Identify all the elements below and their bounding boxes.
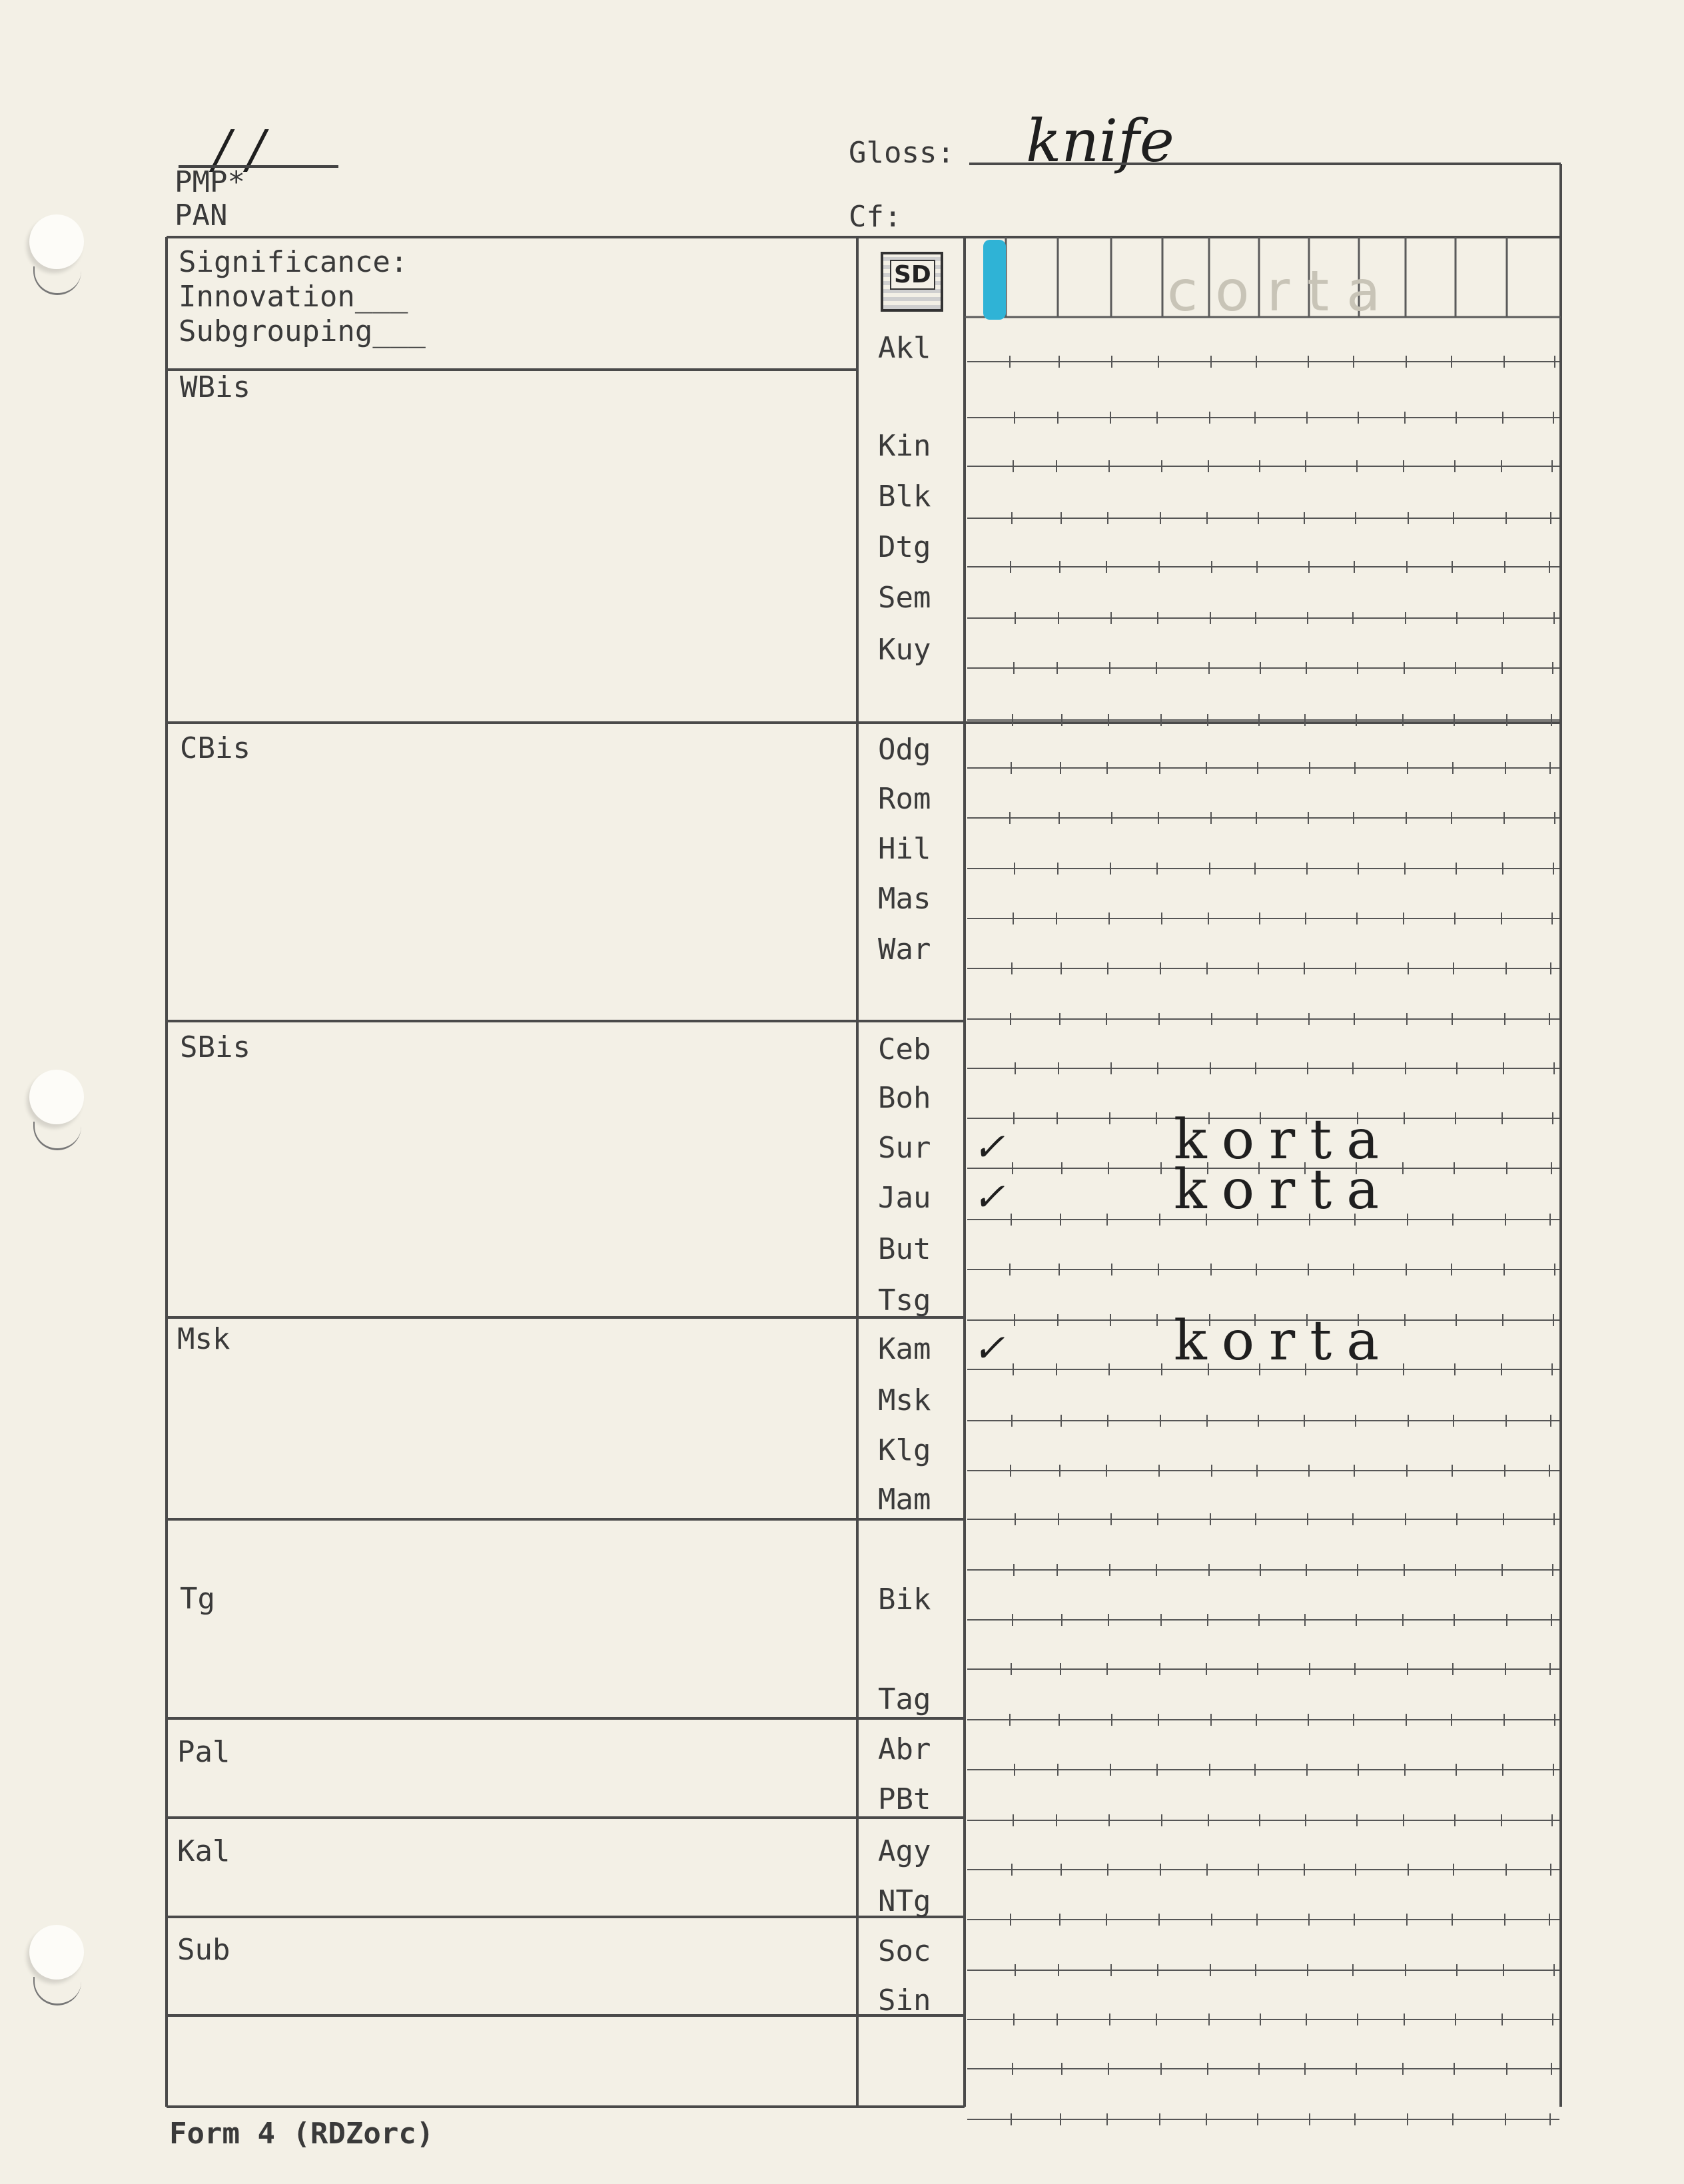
language-code-sem: Sem: [878, 581, 931, 615]
section-label-msk: Msk: [177, 1322, 230, 1356]
language-code-akl: Akl: [878, 331, 931, 365]
language-code-blk: Blk: [878, 480, 931, 514]
language-code-tsg: Tsg: [878, 1283, 931, 1317]
language-code-sin: Sin: [878, 1984, 931, 2017]
language-code-ceb: Ceb: [878, 1032, 931, 1066]
section-label-wbis: WBis: [180, 370, 250, 404]
language-code-kam: Kam: [878, 1332, 931, 1366]
language-code-pbt: PBt: [878, 1782, 931, 1816]
gloss-label: Gloss:: [849, 136, 955, 170]
check-mark-icon: ✓: [973, 1325, 1005, 1371]
reflex-form-kam: korta: [1174, 1309, 1394, 1373]
section-label-tg: Tg: [180, 1582, 215, 1616]
significance-title: Significance:: [179, 245, 408, 279]
subgrouping-field[interactable]: Subgrouping___: [179, 314, 426, 348]
check-mark-icon: ✓: [973, 1124, 1005, 1170]
language-code-mas: Mas: [878, 882, 931, 916]
form-footer: Form 4 (RDZorc): [169, 2117, 434, 2151]
language-code-dtg: Dtg: [878, 530, 931, 564]
pmp-marks: / /: [213, 120, 265, 180]
section-label-pal: Pal: [177, 1735, 230, 1769]
language-code-abr: Abr: [878, 1732, 931, 1766]
check-mark-icon: ✓: [973, 1174, 1005, 1220]
reflex-form-jau: korta: [1174, 1158, 1394, 1222]
grid-faint-word: corta: [1167, 258, 1398, 324]
language-code-hil: Hil: [878, 832, 931, 866]
language-code-soc: Soc: [878, 1934, 931, 1968]
language-code-odg: Odg: [878, 733, 931, 767]
language-code-bik: Bik: [878, 1583, 931, 1617]
section-label-sbis: SBis: [180, 1030, 250, 1064]
stamp-box: [881, 252, 943, 312]
language-code-ntg: NTg: [878, 1884, 931, 1918]
reflex-form-sur: korta: [1174, 1108, 1394, 1172]
language-code-klg: Klg: [878, 1433, 931, 1467]
language-code-boh: Boh: [878, 1081, 931, 1115]
innovation-field[interactable]: Innovation___: [179, 280, 408, 314]
blue-highlight-mark: [983, 240, 1006, 320]
language-code-msk: Msk: [878, 1383, 931, 1417]
language-code-kin: Kin: [878, 429, 931, 463]
language-code-mam: Mam: [878, 1483, 931, 1517]
stamp-box-text: SD: [890, 260, 935, 290]
language-code-kuy: Kuy: [878, 633, 931, 667]
language-code-jau: Jau: [878, 1181, 931, 1215]
language-code-tag: Tag: [878, 1682, 931, 1716]
section-label-cbis: CBis: [180, 731, 250, 765]
language-code-but: But: [878, 1232, 931, 1266]
section-label-kal: Kal: [177, 1834, 230, 1868]
pmp-label: PMP*: [175, 165, 245, 199]
cf-label: Cf:: [849, 200, 902, 234]
language-code-rom: Rom: [878, 782, 931, 816]
gloss-value: knife: [1026, 107, 1174, 175]
language-code-sur: Sur: [878, 1131, 931, 1165]
language-code-agy: Agy: [878, 1834, 931, 1868]
language-code-war: War: [878, 932, 931, 966]
section-label-sub: Sub: [177, 1933, 230, 1967]
pan-label: PAN: [175, 198, 228, 232]
